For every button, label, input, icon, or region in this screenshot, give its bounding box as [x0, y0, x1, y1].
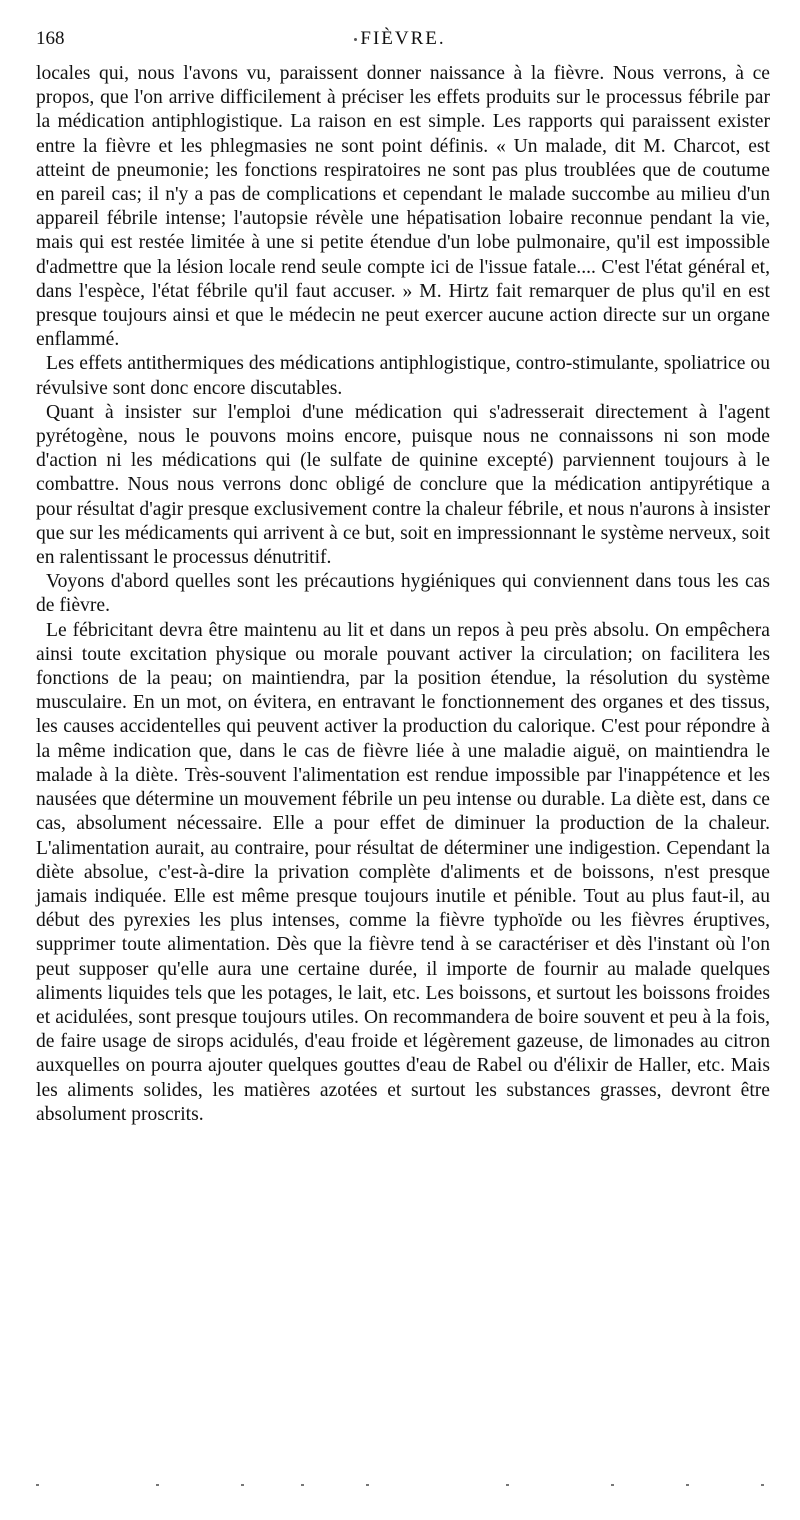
- paragraph: Voyons d'abord quelles sont les précautions hygiéniques qui conviennent dans tous les cas de fièvre.: [36, 571, 770, 617]
- page-number: 168: [36, 28, 65, 49]
- paragraph: Les effets antithermiques des médications antiphlogistique, contro-stimulante, spoliatrice ou révulsive sont donc encore discutables.: [36, 353, 770, 399]
- paragraph: Quant à insister sur l'emploi d'une médication qui s'adresserait directement à l'agent pyrétogène, nous le pouvons moins encore, puisque nous ne connaissons ni son mode d'action ni les médications qui (le sulfate de quinine excepté) parviennent toujours à le combattre. Nous nous verrons donc obligé de conclure que la médication antipyrétique a pour résultat d'agir presque exclusivement contre la chaleur fébrile, et nous n'aurons à insister que sur les médicaments qui arrivent à ce but, soit en impressionnant le système nerveux, soit en ralentissant le processus dénutritif.: [36, 401, 770, 569]
- body-text: [36, 62, 770, 1127]
- document-page: [36, 28, 770, 1127]
- paragraph: locales qui, nous l'avons vu, paraissent donner naissance à la fièvre. Nous verrons, à ce propos, que l'on arrive difficilement à préciser les effets produits sur le processus fébrile par la médication antiphlogistique. La raison en est simple. Les rapports qui paraissent exister entre la fièvre et les phlegmasies ne sont point définis. « Un malade, dit M. Charcot, est atteint de pneumonie; les fonctions respiratoires ne sont pas plus troublées que de coutume en pareil cas; il n'y a pas de complications et cependant le malade succombe au milieu d'un appareil fébrile intense; l'autopsie révèle une hépatisation lobaire reconnue pendant la vie, mais qui est restée limitée à une si petite étendue d'un lobe pulmonaire, qu'il est impossible d'admettre que la lésion locale rend seule compte ici de l'issue fatale.... C'est l'état général et, dans l'espèce, l'état fébrile qu'il faut accuser. » M. Hirtz fait remarquer de plus qu'il en est presque toujours ainsi et que le médecin ne peut exercer aucune action directe sur un organe enflammé.: [36, 63, 770, 351]
- scan-specks: [36, 1484, 766, 1490]
- running-title: FIÈVRE.: [360, 28, 446, 49]
- paragraph: Le fébricitant devra être maintenu au lit et dans un repos à peu près absolu. On empêchera ainsi toute excitation physique ou morale pouvant activer la circulation; on facilitera les fonctions de la peau; on maintiendra, par la position étendue, la résolution du système musculaire. En un mot, on évitera, en entravant le fonctionnement des organes et des tissus, les causes accidentelles qui peuvent activer la production du calorique. C'est pour répondre à la même indication que, dans le cas de fièvre liée à une maladie aiguë, on maintiendra le malade à la diète. Très-souvent l'alimentation est rendue impossible par l'inappétence et les nausées que détermine un mouvement fébrile un peu intense ou durable. La diète est, dans ce cas, absolument nécessaire. Elle a pour effet de diminuer la production de la chaleur. L'alimentation aurait, au contraire, pour résultat de déterminer une indigestion. Cependant la diète absolue, c'est-à-dire la privation complète d'aliments et de boissons, n'est presque jamais indiquée. Elle est même presque toujours inutile et pénible. Tout au plus faut-il, au début des pyrexies les plus intenses, comme la fièvre typhoïde ou les fièvres éruptives, supprimer toute alimentation. Dès que la fièvre tend à se caractériser et dès l'instant où l'on peut supposer qu'elle aura une certaine durée, il importe de fournir au malade quelques aliments liquides tels que les potages, le lait, etc. Les boissons, et surtout les boissons froides et acidulées, sont presque toujours utiles. On recommandera de boire souvent et peu à la fois, de faire usage de sirops acidulés, d'eau froide et légèrement gazeuse, de limonades au citron auxquelles on pourra ajouter quelques gouttes d'eau de Rabel ou d'élixir de Haller, etc. Mais les aliments solides, les matières azotées et surtout les substances grasses, devront être absolument proscrits.: [36, 619, 770, 1125]
- running-head: [36, 28, 770, 56]
